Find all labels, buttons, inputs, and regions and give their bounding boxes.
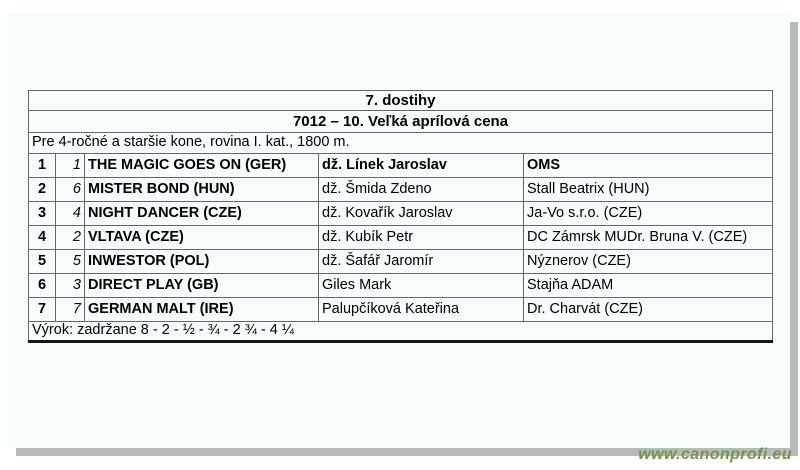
- result-row: [29, 226, 773, 250]
- race-header: 7. dostihy: [29, 91, 773, 111]
- result-row: [29, 178, 773, 202]
- horse-cell: GERMAN MALT (IRE): [85, 298, 319, 322]
- owner-cell: Stajňa ADAM: [524, 274, 773, 298]
- owner-cell: OMS: [524, 154, 773, 178]
- results-body: [29, 91, 773, 342]
- result-row: [29, 250, 773, 274]
- jockey-cell: dž. Šafář Jaromír: [319, 250, 524, 274]
- race-title-row: [29, 111, 773, 133]
- horse-cell: INWESTOR (POL): [85, 250, 319, 274]
- place-cell: 4: [29, 226, 56, 250]
- place-cell: 6: [29, 274, 56, 298]
- owner-cell: Stall Beatrix (HUN): [524, 178, 773, 202]
- jockey-cell: dž. Šmida Zdeno: [319, 178, 524, 202]
- number-cell: 3: [56, 274, 85, 298]
- place-cell: 1: [29, 154, 56, 178]
- number-cell: 7: [56, 298, 85, 322]
- result-row: [29, 274, 773, 298]
- race-header-row: [29, 91, 773, 111]
- owner-cell: Dr. Charvát (CZE): [524, 298, 773, 322]
- race-results-table: [28, 90, 773, 343]
- race-conditions: Pre 4-ročné a staršie kone, rovina I. kat., 1800 m.: [29, 133, 773, 154]
- place-cell: 3: [29, 202, 56, 226]
- owner-cell: DC Zámrsk MUDr. Bruna V. (CZE): [524, 226, 773, 250]
- jockey-cell: Giles Mark: [319, 274, 524, 298]
- horse-cell: DIRECT PLAY (GB): [85, 274, 319, 298]
- place-cell: 5: [29, 250, 56, 274]
- watermark-url: www.canonprofi.eu: [638, 446, 792, 463]
- race-title: 7012 – 10. Veľká aprílová cena: [29, 111, 773, 133]
- horse-cell: THE MAGIC GOES ON (GER): [85, 154, 319, 178]
- jockey-cell: dž. Kovařík Jaroslav: [319, 202, 524, 226]
- verdict-text: Výrok: zadržane 8 - 2 - ½ - ¾ - 2 ¾ - 4 ¼: [29, 322, 773, 342]
- jockey-cell: Palupčíková Kateřina: [319, 298, 524, 322]
- horse-cell: VLTAVA (CZE): [85, 226, 319, 250]
- number-cell: 5: [56, 250, 85, 274]
- result-row: [29, 298, 773, 322]
- owner-cell: Ja-Vo s.r.o. (CZE): [524, 202, 773, 226]
- place-cell: 7: [29, 298, 56, 322]
- horse-cell: NIGHT DANCER (CZE): [85, 202, 319, 226]
- horse-cell: MISTER BOND (HUN): [85, 178, 319, 202]
- number-cell: 2: [56, 226, 85, 250]
- jockey-cell: dž. Línek Jaroslav: [319, 154, 524, 178]
- number-cell: 1: [56, 154, 85, 178]
- place-cell: 2: [29, 178, 56, 202]
- number-cell: 6: [56, 178, 85, 202]
- jockey-cell: dž. Kubík Petr: [319, 226, 524, 250]
- race-conditions-row: [29, 133, 773, 154]
- owner-cell: Nýznerov (CZE): [524, 250, 773, 274]
- number-cell: 4: [56, 202, 85, 226]
- result-row: [29, 154, 773, 178]
- result-row: [29, 202, 773, 226]
- verdict-row: [29, 322, 773, 342]
